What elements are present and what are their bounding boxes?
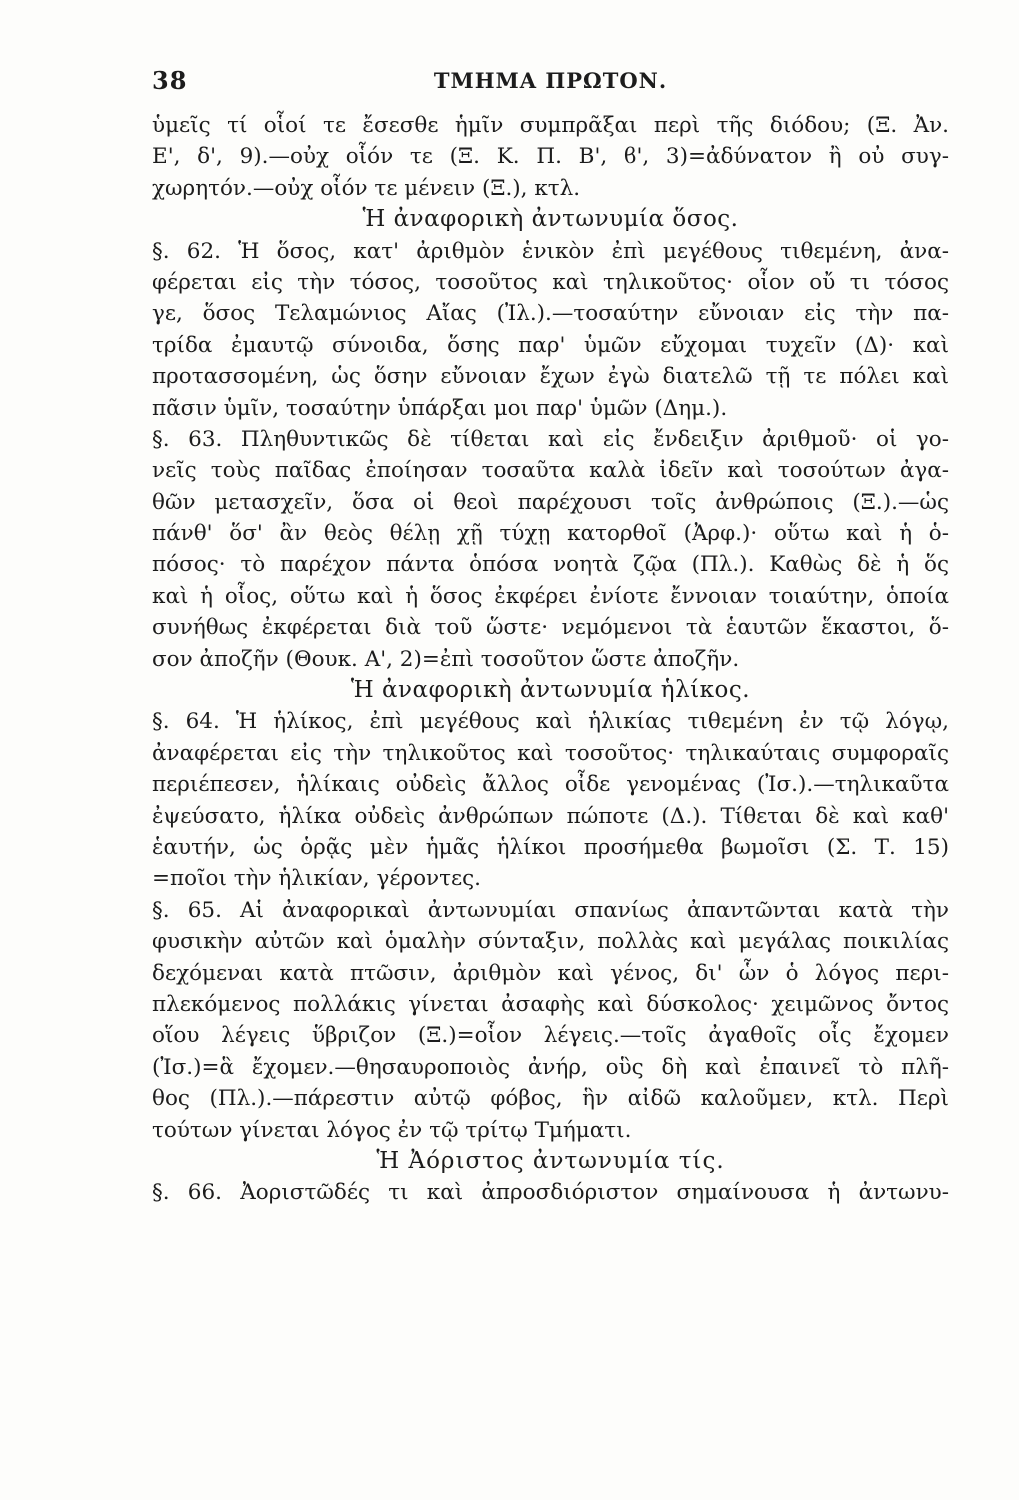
text-line: §. 62. Ἡ ὅσος, κατ' ἀριθμὸν ἑνικὸν ἐπὶ μεγέθους τιθεμένη, ἀνα-: [152, 238, 949, 264]
text-line: §. 66. Ἀοριστῶδές τι καὶ ἀπροσδιόριστον σημαίνουσα ἡ ἀντωνυ-: [152, 1180, 949, 1206]
text-line: §. 63. Πληθυντικῶς δὲ τίθεται καὶ εἰς ἔνδειξιν ἀριθμοῦ· οἱ γο-: [152, 426, 949, 452]
paragraph-end-line: πᾶσιν ὑμῖν, τοσαύτην ὑπάρξαι μοι παρ' ὑμῶν (Δημ.).: [152, 395, 728, 421]
text-line: φέρεται εἰς τὴν τόσος, τοσοῦτος καὶ τηλικοῦτος· οἷον οὔ τι τόσος: [152, 269, 949, 295]
text-line: (Ἰσ.)=ἃ ἔχομεν.—θησαυροποιὸς ἀνήρ, οὓς δὴ καὶ ἐπαινεῖ τὸ πλῆ-: [152, 1054, 949, 1080]
text-line: τρίδα ἐμαυτῷ σύνοιδα, ὅσης παρ' ὑμῶν εὔχομαι τυχεῖν (Δ)· καὶ: [152, 332, 949, 358]
text-line: ἑαυτήν, ὡς ὁρᾷς μὲν ἡμᾶς ἡλίκοι προσήμεθα βωμοῖσι (Σ. Τ. 15): [152, 834, 949, 860]
text-line: καὶ ἡ οἷος, οὕτω καὶ ἡ ὅσος ἐκφέρει ἐνίοτε ἔννοιαν τοιαύτην, ὁποία: [152, 583, 949, 609]
text-line: ἀναφέρεται εἰς τὴν τηλικοῦτος καὶ τοσοῦτος· τηλικαύταις συμφοραῖς: [152, 740, 949, 766]
page-number: 38: [152, 66, 188, 95]
text-line: θῶν μετασχεῖν, ὅσα οἱ θεοὶ παρέχουσι τοῖς ἀνθρώποις (Ξ.).—ὡς: [152, 489, 949, 515]
running-head: [152, 66, 949, 110]
text-line: ὑμεῖς τί οἷοί τε ἔσεσθε ἡμῖν συμπρᾶξαι περὶ τῆς διόδου; (Ξ. Ἀν.: [152, 113, 949, 138]
text-line: §. 64. Ἡ ἡλίκος, ἐπὶ μεγέθους καὶ ἡλικίας τιθεμένη ἐν τῷ λόγῳ,: [152, 709, 949, 735]
section-heading: Ἡ ἀναφορικὴ ἀντωνυμία ὅσος.: [362, 206, 739, 233]
text-line: γε, ὅσος Τελαμώνιος Αἴας (Ἰλ.).—τοσαύτην εὔνοιαν εἰς τὴν πα-: [152, 301, 949, 327]
text-line: πόσος· τὸ παρέχον πάντα ὁπόσα νοητὰ ζῷα (Πλ.). Καθὼς δὲ ἡ ὅς: [152, 552, 949, 578]
section-heading: Ἡ ἀναφορικὴ ἀντωνυμία ἡλίκος.: [350, 677, 751, 704]
paragraph-end-line: τούτων γίνεται λόγος ἐν τῷ τρίτῳ Τμήματι.: [152, 1117, 632, 1143]
text-line: θος (Πλ.).—πάρεστιν αὐτῷ φόβος, ἣν αἰδῶ καλοῦμεν, κτλ. Περὶ: [152, 1086, 949, 1112]
text-line: προτασσομένη, ὡς ὅσην εὔνοιαν ἔχων ἐγὼ διατελῶ τῇ τε πόλει καὶ: [152, 364, 949, 390]
text-line: πάνθ' ὅσ' ἂν θεὸς θέλῃ χῇ τύχῃ κατορθοῖ (Ἀρφ.)· οὕτω καὶ ἡ ὁ-: [152, 521, 949, 547]
text-line: φυσικὴν αὐτῶν καὶ ὁμαλὴν σύνταξιν, πολλὰς καὶ μεγάλας ποικιλίας: [152, 929, 949, 955]
paragraph-end-line: =ποῖοι τὴν ἡλικίαν, γέροντες.: [152, 866, 482, 892]
text-line: πλεκόμενος πολλάκις γίνεται ἀσαφὴς καὶ δύσκολος· χειμῶνος ὄντος: [152, 991, 949, 1017]
paragraph-end-line: σον ἀποζῆν (Θουκ. Α', 2)=ἐπὶ τοσοῦτον ὥστε ἀποζῆν.: [152, 646, 740, 672]
section-heading: Ἡ Ἀόριστος ἀντωνυμία τίς.: [376, 1147, 725, 1174]
running-title: ΤΜΗΜΑ ΠΡΩΤΟΝ.: [433, 68, 668, 93]
text-line: συνήθως ἐκφέρεται διὰ τοῦ ὥστε· νεμόμενοι τὰ ἑαυτῶν ἕκαστοι, ὅ-: [152, 615, 949, 641]
text-line: οἵου λέγεις ὕβριζον (Ξ.)=οἷον λέγεις.—τοῖς ἀγαθοῖς οἷς ἔχομεν: [152, 1023, 949, 1049]
text-line: ἐψεύσατο, ἡλίκα οὐδεὶς ἀνθρώπων πώποτε (Δ.). Τίθεται δὲ καὶ καθ': [152, 803, 949, 829]
text-line: περιέπεσεν, ἡλίκαις οὐδεὶς ἄλλος οἶδε γενομένας (Ἰσ.).—τηλικαῦτα: [152, 772, 949, 798]
text-line: νεῖς τοὺς παῖδας ἐποίησαν τοσαῦτα καλὰ ἰδεῖν καὶ τοσούτων ἀγα-: [152, 458, 949, 484]
text-block: [152, 110, 949, 1209]
text-line: §. 65. Αἱ ἀναφορικαὶ ἀντωνυμίαι σπανίως ἀπαντῶνται κατὰ τὴν: [152, 897, 949, 923]
text-line: δεχόμεναι κατὰ πτῶσιν, ἀριθμὸν καὶ γένος, δι' ὧν ὁ λόγος περι-: [152, 960, 949, 986]
paragraph-end-line: χωρητόν.—οὐχ οἷόν τε μένειν (Ξ.), κτλ.: [152, 175, 581, 201]
text-line: Ε', δ', 9).—οὐχ οἷόν τε (Ξ. Κ. Π. Β', ϐ', 3)=ἀδύνατον ἢ οὐ συγ-: [152, 144, 949, 170]
